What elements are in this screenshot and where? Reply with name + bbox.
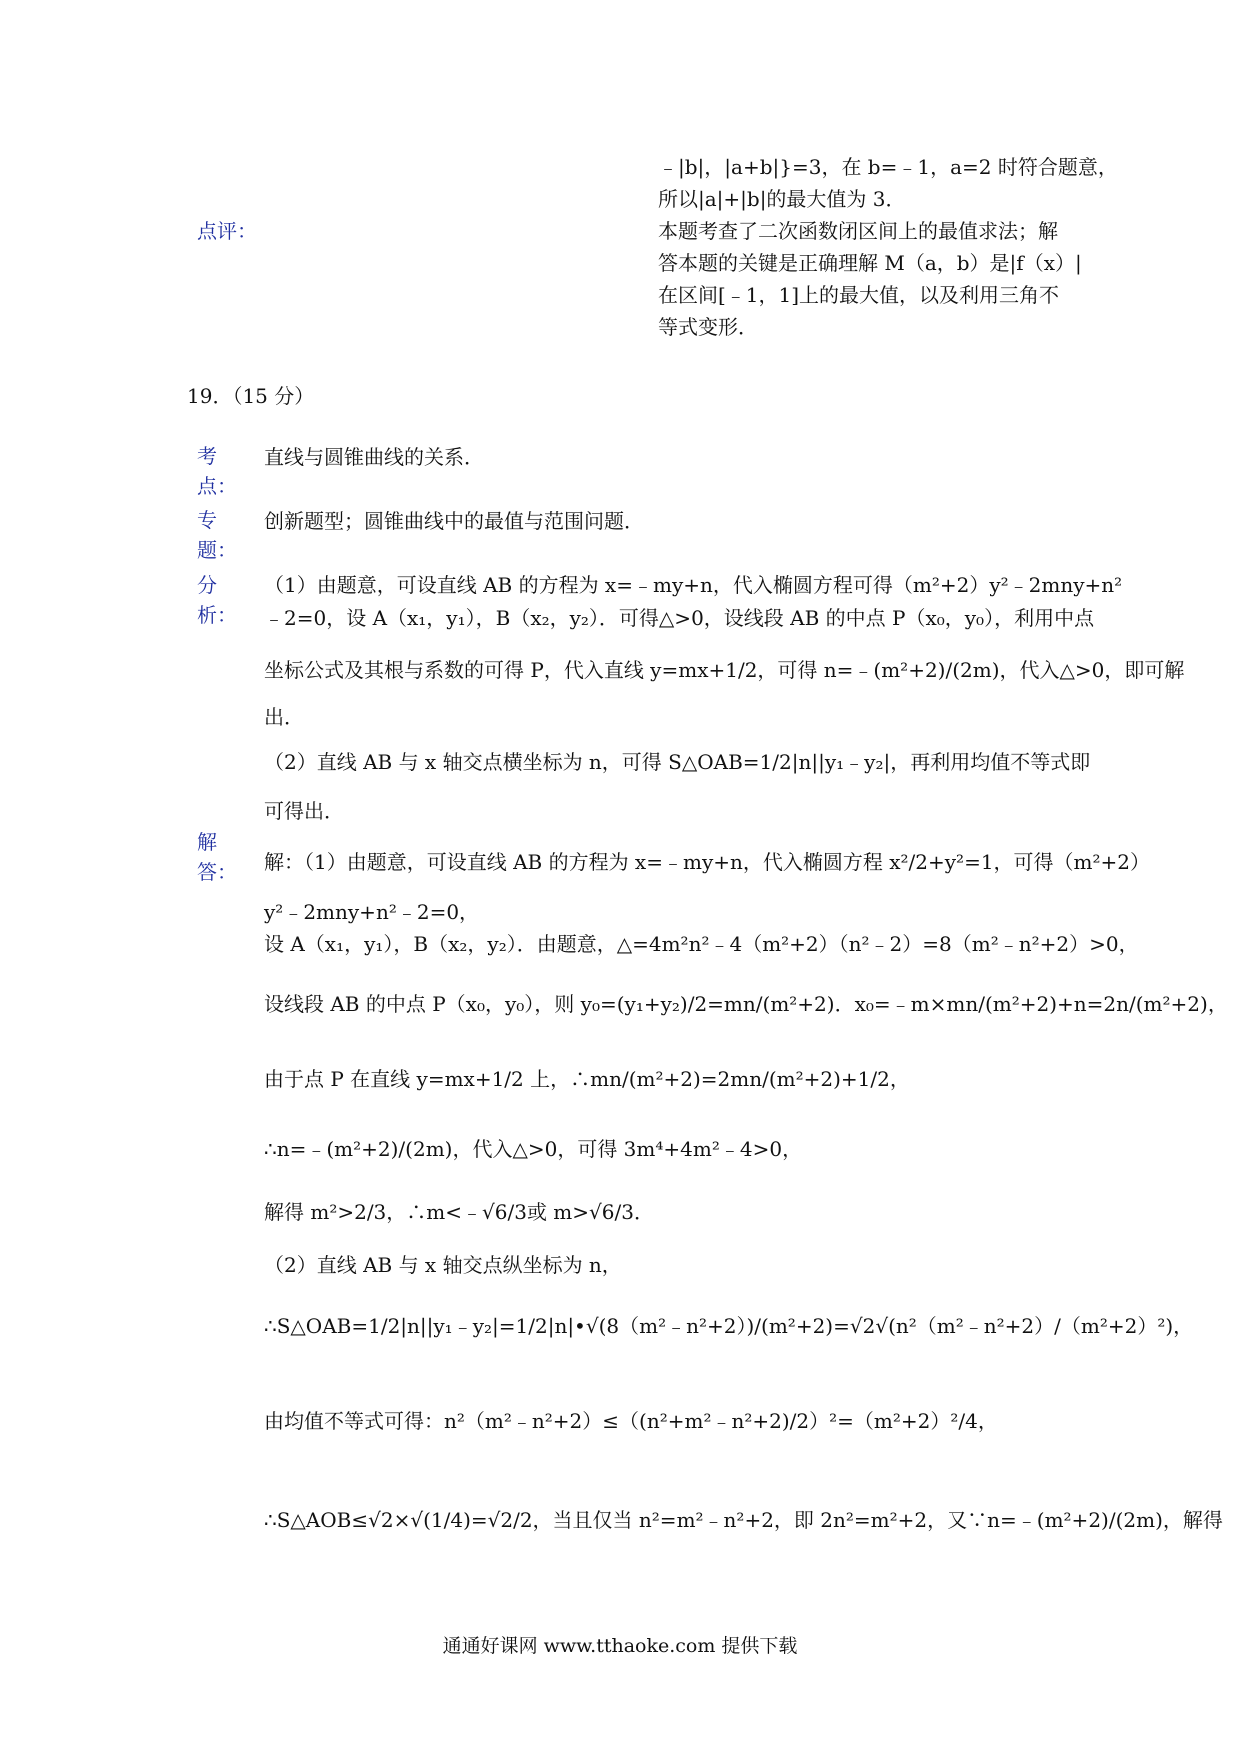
solution-line-2: y²﹣2mny+n²﹣2=0，	[264, 900, 480, 924]
solution-line-8: （2）直线 AB 与 x 轴交点纵坐标为 n，	[264, 1253, 622, 1277]
label-zhuanti: 专 题：	[197, 508, 237, 562]
analysis-line-5: （2）直线 AB 与 x 轴交点横坐标为 n，可得 S△OAB=1/2|n||y₁﹣y₂|，再利用均值不等式即	[264, 750, 1091, 774]
label-kaodian: 考 点：	[197, 444, 237, 498]
analysis-line-1: （1）由题意，可设直线 AB 的方程为 x=﹣my+n，代入椭圆方程可得（m²+2）y²﹣2mny+n²	[264, 573, 1123, 597]
kaodian-text: 直线与圆锥曲线的关系．	[264, 445, 484, 469]
label-fenxi: 分 析：	[197, 573, 237, 627]
analysis-line-2: ﹣2=0，设 A（x₁，y₁），B（x₂，y₂）．可得△>0，设线段 AB 的中点 P（x₀，y₀），利用中点	[264, 606, 1095, 630]
review-line-3: 在区间[﹣1，1]上的最大值，以及利用三角不	[658, 283, 1060, 307]
solution-line-1: 解：（1）由题意，可设直线 AB 的方程为 x=﹣my+n，代入椭圆方程 x²/2+y²=1，可得（m²+2）	[264, 850, 1151, 874]
review-line-2: 答本题的关键是正确理解 M（a，b）是|f（x）|	[658, 251, 1082, 275]
solution-line-7: 解得 m²>2/3，∴m<﹣√6/3或 m>√6/3．	[264, 1200, 654, 1224]
label-jieda: 解 答：	[197, 830, 237, 884]
problem-header: 19．（15 分）	[187, 384, 315, 408]
zhuanti-text: 创新题型；圆锥曲线中的最值与范围问题．	[264, 509, 644, 533]
solution-line-4: 设线段 AB 的中点 P（x₀，y₀），则 y₀=(y₁+y₂)/2=mn/(m²+2)．x₀=﹣m×mn/(m²+2)+n=2n/(m²+2)，	[264, 992, 1228, 1016]
review-line-1: 本题考查了二次函数闭区间上的最值求法；解	[658, 219, 1058, 243]
solution-line-9: ∴S△OAB=1/2|n||y₁﹣y₂|=1/2|n|•√(8（m²﹣n²+2）)/(m²+2)=√2√(n²（m²﹣n²+2）/（m²+2）²)，	[264, 1314, 1194, 1338]
solution-line-3: 设 A（x₁，y₁），B（x₂，y₂）．由题意，△=4m²n²﹣4（m²+2）（n²﹣2）=8（m²﹣n²+2）>0，	[264, 932, 1139, 956]
analysis-line-4: 出．	[264, 705, 304, 729]
solution-line-6: ∴n=﹣(m²+2)/(2m)，代入△>0，可得 3m⁴+4m²﹣4>0，	[264, 1137, 803, 1161]
solution-line-5: 由于点 P 在直线 y=mx+1/2 上，∴mn/(m²+2)=2mn/(m²+2)+1/2，	[264, 1067, 910, 1091]
analysis-line-6: 可得出．	[264, 799, 344, 823]
solution-line-10: 由均值不等式可得：n²（m²﹣n²+2）≤（(n²+m²﹣n²+2)/2）²=（m²+2）²/4，	[264, 1409, 998, 1433]
top-line-1: ﹣|b|，|a+b|}=3，在 b=﹣1，a=2 时符合题意，	[658, 155, 1118, 179]
footer-text: 通通好课网 www.tthaoke.com 提供下载	[442, 1635, 798, 1657]
solution-line-11: ∴S△AOB≤√2×√(1/4)=√2/2，当且仅当 n²=m²﹣n²+2，即 2n²=m²+2，又∵n=﹣(m²+2)/(2m)，解得	[264, 1508, 1223, 1532]
analysis-line-3: 坐标公式及其根与系数的可得 P，代入直线 y=mx+1/2，可得 n=﹣(m²+2)/(2m)，代入△>0，即可解	[264, 658, 1185, 682]
review-label: 点评：	[197, 219, 257, 243]
review-line-4: 等式变形．	[658, 315, 758, 339]
top-line-2: 所以|a|+|b|的最大值为 3．	[658, 187, 906, 211]
